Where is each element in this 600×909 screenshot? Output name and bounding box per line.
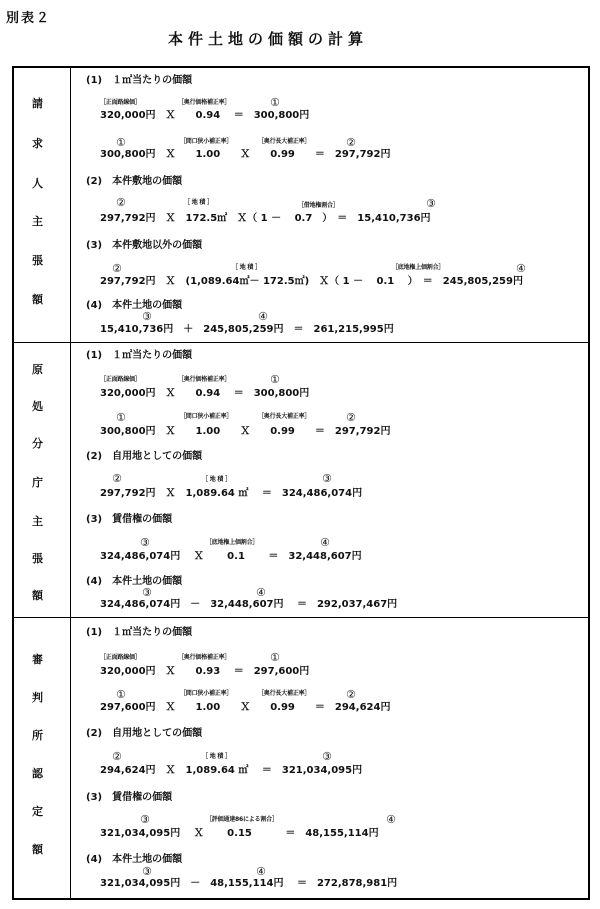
side-char: 主 <box>32 515 43 528</box>
side-char: 処 <box>32 400 43 413</box>
formula-line: 15,410,736円 ＋ 245,805,259円 ＝ 261,215,995円 <box>100 324 394 335</box>
formula-line: 324,486,074円 － 32,448,607円 ＝ 292,037,467円 <box>100 599 398 610</box>
formula-line: 321,034,095円 Ｘ 0.15 ＝ 48,155,114円 <box>100 828 379 839</box>
side-char: 額 <box>32 589 43 602</box>
formula-line: 300,800円 Ｘ 1.00 Ｘ 0.99 ＝ 297,792円 <box>100 426 391 437</box>
label: ［奥行価格補正率］ <box>178 654 231 661</box>
section-heading: (4) 本件土地の価額 <box>86 300 183 311</box>
side-char: 定 <box>32 805 43 818</box>
side-char: 分 <box>32 437 43 450</box>
circled-number: ③ <box>142 586 152 599</box>
circled-number: ② <box>346 688 356 701</box>
formula-line: 297,792円 Ｘ 172.5㎡ Ｘ（ 1 － 0.7 ） ＝ 15,410,736円 <box>100 213 431 224</box>
label: ［間口狭小補正率］ <box>180 690 233 697</box>
label: ［間口狭小補正率］ <box>180 413 233 420</box>
section-divider <box>12 342 590 343</box>
label: ［奥行価格補正率］ <box>178 99 231 106</box>
section-heading: (1) １㎡当たりの価額 <box>86 350 193 361</box>
section-heading: (4) 本件土地の価額 <box>86 576 183 587</box>
circled-number: ② <box>346 411 356 424</box>
label: ［正面路線価］ <box>100 99 141 106</box>
circled-number: ③ <box>322 472 332 485</box>
circled-number: ③ <box>142 865 152 878</box>
formula-line: 320,000円 Ｘ 0.94 ＝ 300,800円 <box>100 388 310 399</box>
label: ［奥行長大補正率］ <box>258 138 311 145</box>
section-heading: (2) 自用地としての価額 <box>86 451 203 462</box>
section-heading: (3) 本件敷地以外の価額 <box>86 240 203 251</box>
side-char: 張 <box>32 254 43 267</box>
circled-number: ③ <box>426 197 436 210</box>
circled-number: ③ <box>140 536 150 549</box>
circled-number: ① <box>270 96 280 109</box>
label: ［奥行長大補正率］ <box>258 690 311 697</box>
label: ［奥行価格補正率］ <box>178 376 231 383</box>
label: ［間口狭小補正率］ <box>180 138 233 145</box>
circled-number: ③ <box>140 813 150 826</box>
label: ［正面路線価］ <box>100 654 141 661</box>
formula-line: 300,800円 Ｘ 1.00 Ｘ 0.99 ＝ 297,792円 <box>100 149 391 160</box>
circled-number: ④ <box>320 536 330 549</box>
column-divider <box>70 66 71 900</box>
circled-number: ① <box>116 136 126 149</box>
side-char: 認 <box>32 767 43 780</box>
formula-line: 320,000円 Ｘ 0.94 ＝ 300,800円 <box>100 110 310 121</box>
label: ［ 地 積 ］ <box>184 199 213 206</box>
side-char: 判 <box>32 691 43 704</box>
side-char: 所 <box>32 729 43 742</box>
circled-number: ② <box>112 262 122 275</box>
side-char: 庁 <box>32 476 43 489</box>
circled-number: ④ <box>258 310 268 323</box>
formula-line: 297,792円 Ｘ (1,089.64㎡－ 172.5㎡) Ｘ（ 1 － 0.1 ） ＝ 245,805,259円 <box>100 276 523 287</box>
circled-number: ② <box>346 136 356 149</box>
label: ［ 地 積 ］ <box>202 753 231 760</box>
side-char: 人 <box>32 177 43 190</box>
formula-line: 297,792円 Ｘ 1,089.64 ㎡ ＝ 324,486,074円 <box>100 488 363 499</box>
circled-number: ① <box>116 688 126 701</box>
label: ［正面路線価］ <box>100 376 141 383</box>
label: ［ 地 積 ］ <box>202 476 231 483</box>
section-heading: (3) 賃借権の価額 <box>86 514 173 525</box>
circled-number: ④ <box>256 865 266 878</box>
side-char: 請 <box>32 97 43 110</box>
formula-line: 320,000円 Ｘ 0.93 ＝ 297,600円 <box>100 666 310 677</box>
section-heading: (4) 本件土地の価額 <box>86 854 183 865</box>
formula-line: 294,624円 Ｘ 1,089.64 ㎡ ＝ 321,034,095円 <box>100 765 363 776</box>
page-title: 本件土地の価額の計算 <box>168 30 369 48</box>
circled-number: ① <box>270 651 280 664</box>
section-heading: (1) １㎡当たりの価額 <box>86 75 193 86</box>
section-heading: (2) 自用地としての価額 <box>86 728 203 739</box>
side-char: 額 <box>32 293 43 306</box>
circled-number: ④ <box>256 586 266 599</box>
circled-number: ② <box>112 750 122 763</box>
side-char: 張 <box>32 552 43 565</box>
side-char: 額 <box>32 843 43 856</box>
circled-number: ④ <box>516 262 526 275</box>
label: ［ 地 積 ］ <box>232 264 261 271</box>
circled-number: ③ <box>142 310 152 323</box>
label: ［底地権上価割合］ <box>206 539 259 546</box>
table-border-left <box>12 66 14 900</box>
side-char: 求 <box>32 137 43 150</box>
formula-line: 297,600円 Ｘ 1.00 Ｘ 0.99 ＝ 294,624円 <box>100 702 391 713</box>
section-heading: (1) １㎡当たりの価額 <box>86 627 193 638</box>
formula-line: 324,486,074円 Ｘ 0.1 ＝ 32,448,607円 <box>100 551 362 562</box>
side-char: 原 <box>32 363 43 376</box>
label: ［底地権上価割合］ <box>392 264 445 271</box>
table-border-right <box>588 66 590 900</box>
section-heading: (2) 本件敷地の価額 <box>86 176 183 187</box>
circled-number: ③ <box>322 750 332 763</box>
side-char: 主 <box>32 215 43 228</box>
circled-number: ② <box>112 472 122 485</box>
circled-number: ① <box>270 373 280 386</box>
table-border-top <box>12 66 590 68</box>
section-divider <box>12 617 590 618</box>
circled-number: ① <box>116 411 126 424</box>
circled-number: ④ <box>386 813 396 826</box>
label: ［奥行長大補正率］ <box>258 413 311 420</box>
formula-line: 321,034,095円 － 48,155,114円 ＝ 272,878,981円 <box>100 878 398 889</box>
section-heading: (3) 賃借権の価額 <box>86 792 173 803</box>
table-border-bottom <box>12 898 590 900</box>
table-label: 別表２ <box>6 11 52 26</box>
side-char: 審 <box>32 653 43 666</box>
label: ［借地権割合］ <box>298 202 339 209</box>
circled-number: ② <box>116 196 126 209</box>
label: ［評価通達86による割合］ <box>206 816 278 823</box>
